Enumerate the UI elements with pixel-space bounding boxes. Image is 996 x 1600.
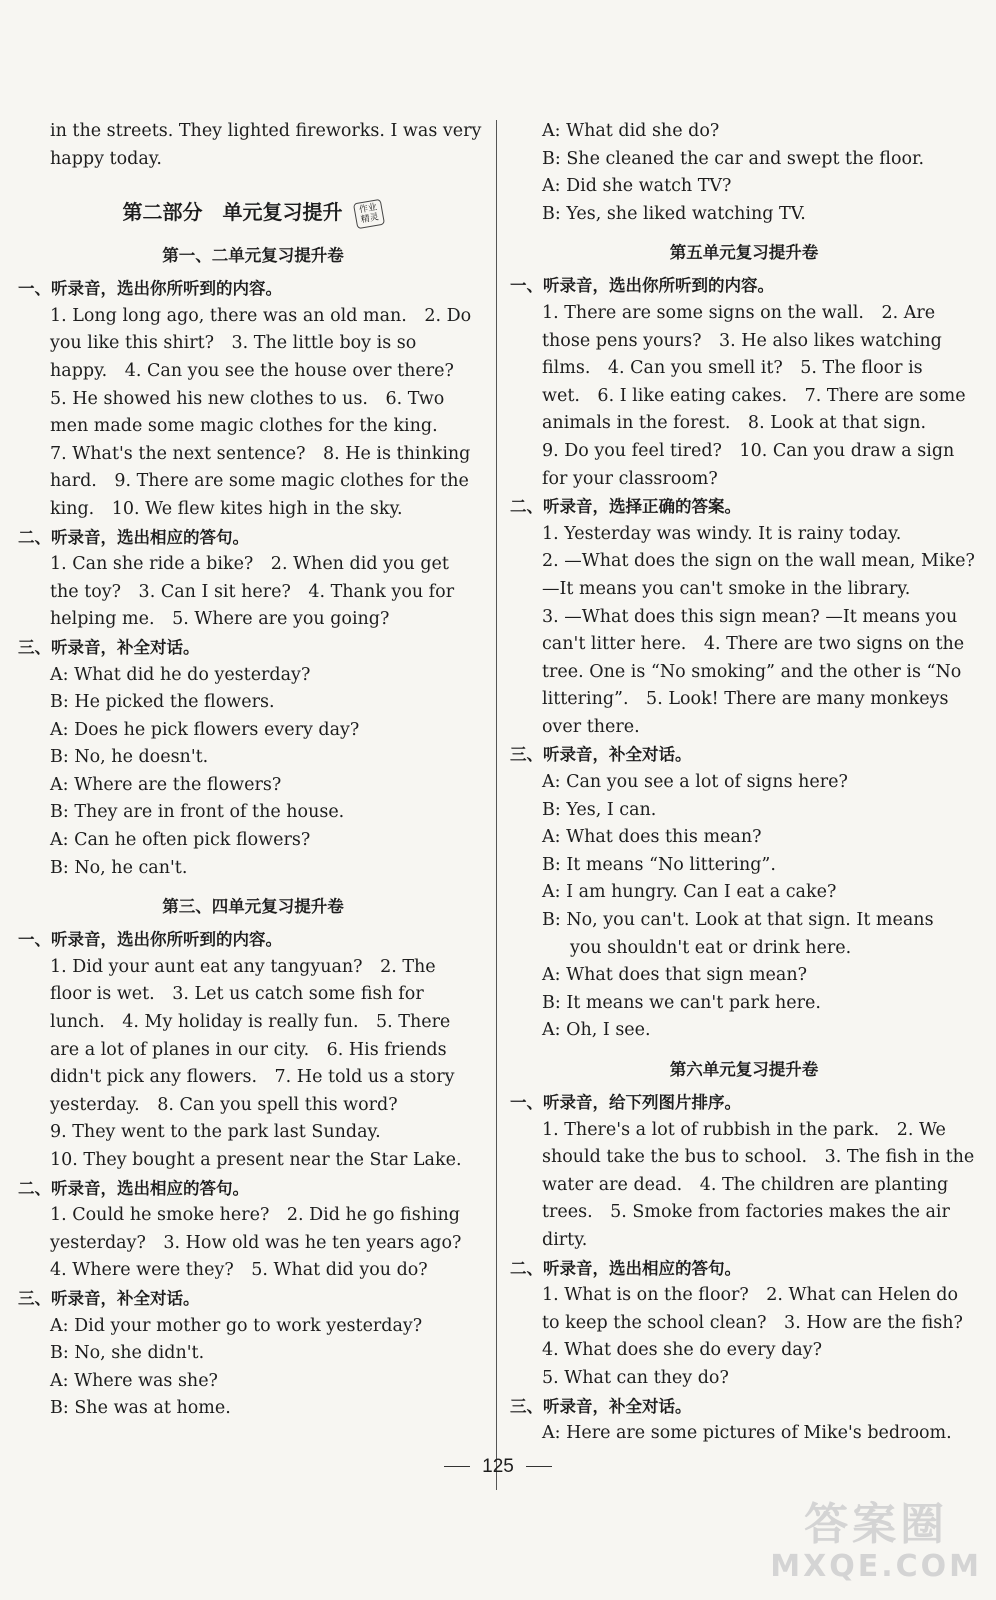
watermark-url: MXQE.COM (770, 1549, 982, 1584)
question-heading: 二、听录音，选出相应的答句。 (510, 1258, 741, 1278)
text-line: men made some magic clothes for the king. (50, 416, 438, 437)
text-line: should take the bus to school. 3. The fish in the (542, 1147, 975, 1168)
dialogue-line: B: They are in front of the house. (50, 802, 345, 823)
dialogue-line: A: Where are the flowers? (50, 774, 282, 795)
text-line: —It means you can't smoke in the library. (542, 578, 911, 599)
dialogue (510, 769, 978, 1045)
dialogue-line: B: She was at home. (50, 1398, 231, 1419)
text-line: 1. What is on the floor? 2. What can Helen do (542, 1285, 959, 1306)
question-heading: 二、听录音，选出相应的答句。 (18, 527, 249, 547)
question-heading: 一、听录音，选出你所听到的内容。 (18, 279, 282, 299)
part-title-text: 第二部分 单元复习提升 (122, 200, 343, 225)
text-line: 9. Do you feel tired? 10. Can you draw a sign (542, 440, 955, 461)
left-column (18, 118, 488, 1423)
unit-3-4-section (18, 892, 488, 1423)
question-body (18, 551, 488, 634)
watermark-logo (770, 1500, 982, 1584)
text-line: 1. Did your aunt eat any tangyuan? 2. The (50, 956, 436, 977)
text-line: 5. What can they do? (542, 1367, 729, 1388)
text-line: hard. 9. There are some magic clothes for the (50, 471, 469, 492)
dialogue-line: A: Can you see a lot of signs here? (542, 772, 848, 793)
text-line: 2. —What does the sign on the wall mean, Mike? (542, 551, 975, 572)
question-heading: 二、听录音，选择正确的答案。 (510, 497, 741, 517)
question-body (510, 1117, 978, 1255)
question-heading: 二、听录音，选出相应的答句。 (18, 1178, 249, 1198)
dialogue (510, 1420, 978, 1448)
text-line: 1. Yesterday was windy. It is rainy today. (542, 523, 902, 544)
dialogue-line: B: It means “No littering”. (542, 854, 776, 875)
dialogue-line: A: Did she watch TV? (542, 176, 732, 197)
text-line: king. 10. We flew kites high in the sky. (50, 498, 403, 519)
text-line: 5. He showed his new clothes to us. 6. Two (50, 388, 445, 409)
intro-text (18, 118, 488, 173)
text-line: happy today. (50, 148, 162, 169)
dialogue (18, 662, 488, 883)
footer-dash (444, 1466, 470, 1467)
question-body (510, 521, 978, 742)
text-line: 1. Long long ago, there was an old man. 2. Do (50, 305, 472, 326)
text-line: 1. There's a lot of rubbish in the park. 2. We (542, 1119, 946, 1140)
text-line: are a lot of planes in our city. 6. His friends (50, 1039, 447, 1060)
text-line: yesterday? 3. How old was he ten years ago? (50, 1232, 462, 1253)
question-body (18, 1202, 488, 1285)
page-number: 125 (482, 1456, 514, 1477)
footer-dash (526, 1466, 552, 1467)
unit-1-2-section (18, 241, 488, 882)
dialogue-line: B: She cleaned the car and swept the floor. (542, 148, 925, 169)
dialogue-line: B: No, you can't. Look at that sign. It means (542, 910, 934, 931)
text-line: you like this shirt? 3. The little boy is so (50, 333, 417, 354)
watermark-text: 答案圈 (804, 1499, 949, 1550)
text-line: 4. Where were they? 5. What did you do? (50, 1260, 428, 1281)
question-body (18, 954, 488, 1175)
dialogue-line: A: Here are some pictures of Mike's bedroom. (542, 1423, 952, 1444)
text-line: animals in the forest. 8. Look at that sign. (542, 413, 927, 434)
dialogue-line: B: He picked the flowers. (50, 692, 275, 713)
text-line: 9. They went to the park last Sunday. (50, 1122, 381, 1143)
text-line: didn't pick any flowers. 7. He told us a story (50, 1067, 455, 1088)
dialogue-line: B: No, he doesn't. (50, 747, 209, 768)
question-heading: 三、听录音，补全对话。 (18, 637, 200, 657)
text-line: water are dead. 4. The children are planting (542, 1174, 949, 1195)
question-heading: 一、听录音，给下列图片排序。 (510, 1093, 741, 1112)
dialogue-line: B: Yes, she liked watching TV. (542, 203, 806, 224)
dialogue-line: A: Did your mother go to work yesterday? (50, 1315, 423, 1336)
dialogue-line: A: Oh, I see. (542, 1020, 651, 1041)
text-line: helping me. 5. Where are you going? (50, 609, 390, 630)
dialogue-line: B: No, she didn't. (50, 1343, 205, 1364)
text-line: 7. What's the next sentence? 8. He is thinking (50, 443, 471, 464)
question-heading: 三、听录音，补全对话。 (510, 745, 692, 765)
dialogue-line: A: Can he often pick flowers? (50, 830, 311, 851)
question-heading: 三、听录音，补全对话。 (18, 1288, 200, 1308)
dialogue-line: B: It means we can't park here. (542, 992, 821, 1013)
dialogue-line: A: What does that sign mean? (542, 965, 808, 986)
text-line: to keep the school clean? 3. How are the fish? (542, 1312, 963, 1333)
dialogue-line: A: What does this mean? (542, 827, 762, 848)
text-line: can't litter here. 4. There are two signs on the (542, 634, 965, 655)
text-line: trees. 5. Smoke from factories makes the air (542, 1202, 950, 1223)
right-column (510, 118, 978, 1448)
question-body (18, 303, 488, 524)
dialogue-line: A: I am hungry. Can I eat a cake? (542, 882, 837, 903)
text-line: 3. —What does this sign mean? —It means you (542, 606, 958, 627)
text-line: 10. They bought a present near the Star Lake. (50, 1150, 462, 1170)
question-heading: 一、听录音，选出你所听到的内容。 (510, 276, 774, 296)
text-line: 1. Could he smoke here? 2. Did he go fishing (50, 1205, 461, 1226)
text-line: yesterday. 8. Can you spell this word? (50, 1094, 398, 1115)
page-footer (0, 1456, 996, 1478)
dialogue (18, 1313, 488, 1423)
text-line: happy. 4. Can you see the house over there? (50, 360, 454, 381)
dialogue-line: B: No, he can't. (50, 857, 188, 878)
text-line: floor is wet. 3. Let us catch some fish for (50, 984, 424, 1005)
stamp-logo: 作业 精灵 (353, 198, 385, 228)
unit-6-section (510, 1055, 978, 1448)
text-line: films. 4. Can you smell it? 5. The floor is (542, 358, 923, 379)
question-heading: 一、听录音，选出你所听到的内容。 (18, 930, 282, 950)
column-divider (496, 120, 497, 1490)
unit-title: 第一、二单元复习提升卷 (162, 246, 344, 266)
dialogue-line: A: What did he do yesterday? (50, 664, 311, 685)
unit-title: 第六单元复习提升卷 (669, 1060, 819, 1079)
question-heading: 三、听录音，补全对话。 (510, 1396, 692, 1416)
text-line: littering”. 5. Look! There are many monkeys (542, 689, 949, 710)
text-line: the toy? 3. Can I sit here? 4. Thank you for (50, 581, 455, 602)
dialogue-line: A: Where was she? (50, 1370, 218, 1391)
unit-title: 第三、四单元复习提升卷 (162, 897, 344, 917)
dialogue-line: you shouldn't eat or drink here. (570, 937, 852, 958)
question-body (510, 300, 978, 493)
text-line: those pens yours? 3. He also likes watching (542, 330, 942, 351)
unit-5-section (510, 238, 978, 1045)
unit-title: 第五单元复习提升卷 (669, 243, 819, 263)
text-line: 1. There are some signs on the wall. 2. Are (542, 302, 936, 323)
dialogue-line: B: Yes, I can. (542, 799, 657, 820)
text-line: 1. Can she ride a bike? 2. When did you get (50, 554, 449, 575)
dialogue-line: A: What did she do? (542, 121, 720, 141)
text-line: for your classroom? (542, 468, 718, 489)
text-line: over there. (542, 716, 640, 737)
text-line: lunch. 4. My holiday is really fun. 5. There (50, 1012, 451, 1033)
dialogue-line: A: Does he pick flowers every day? (50, 719, 360, 740)
text-line: 4. What does she do every day? (542, 1340, 822, 1361)
text-line: in the streets. They lighted fireworks. I was very (50, 121, 482, 141)
text-line: wet. 6. I like eating cakes. 7. There are some (542, 385, 966, 406)
question-body (510, 1282, 978, 1392)
part-title (18, 197, 488, 227)
continued-dialogue (510, 118, 978, 228)
text-line: dirty. (542, 1229, 588, 1250)
text-line: tree. One is “No smoking” and the other is “No (542, 661, 962, 682)
